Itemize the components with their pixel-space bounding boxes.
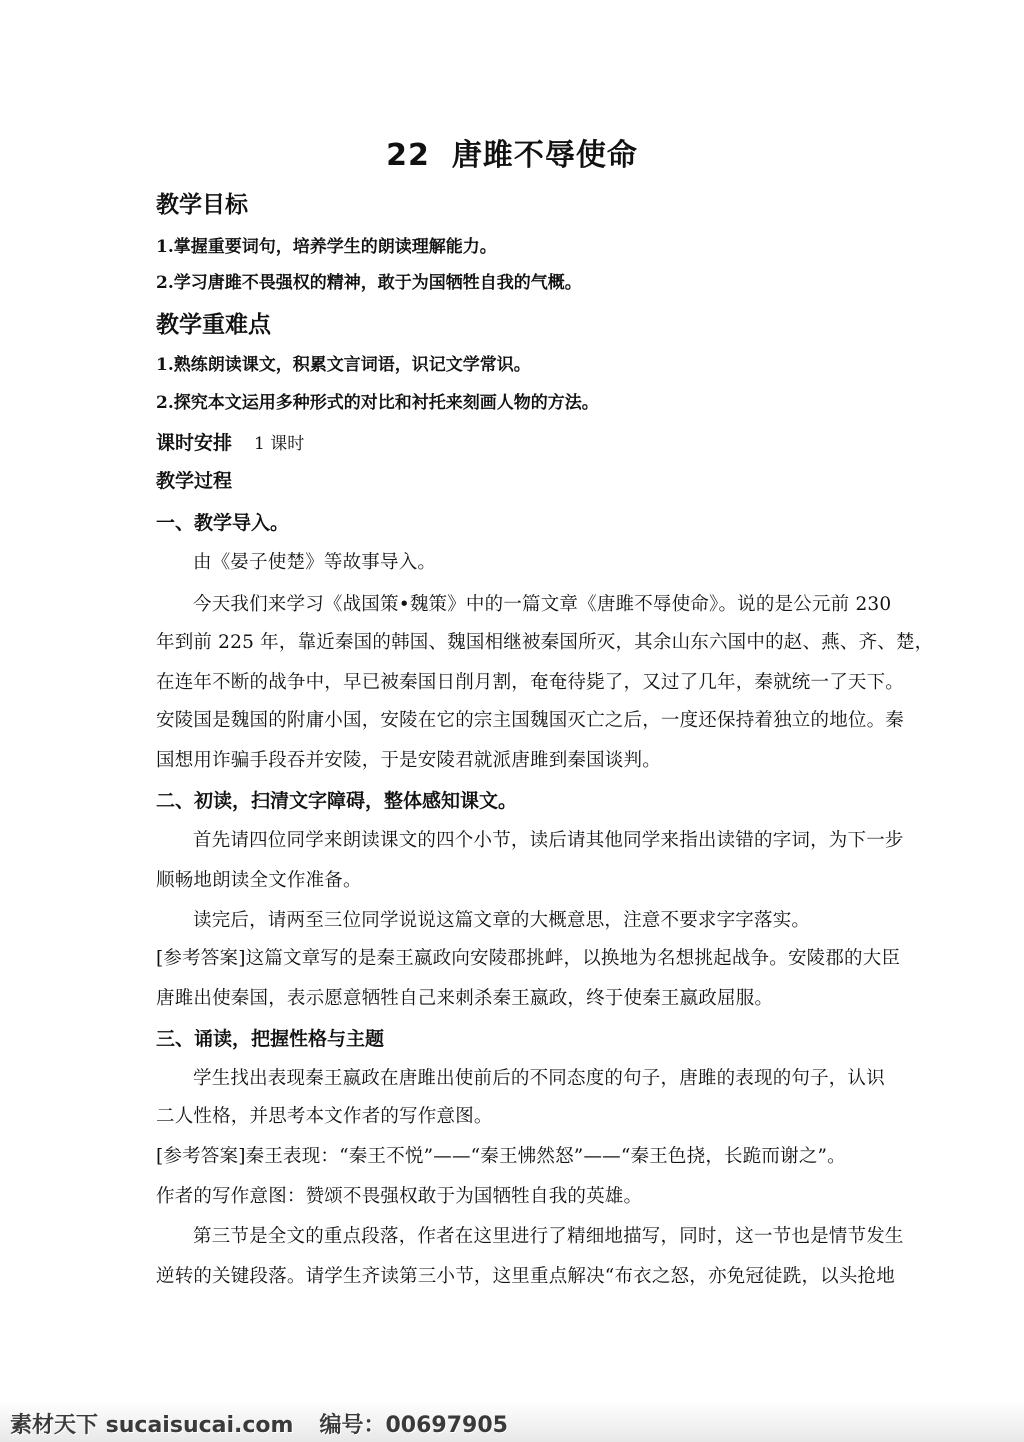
section-1-line: 由《晏子使楚》等故事导入。 — [193, 552, 437, 573]
section-1-line: 在连年不断的战争中，早已被秦国日削月割，奄奄待毙了，又过了几年，秦就统一了天下。 — [156, 672, 905, 693]
key-item-1: 1.熟练朗读课文，积累文言词语，识记文学常识。 — [156, 355, 531, 375]
title-number: 22 — [386, 138, 430, 173]
section-1-line: 国想用诈骗手段吞并安陵，于是安陵君就派唐雎到秦国谈判。 — [156, 750, 661, 771]
section-1-heading: 一、教学导入。 — [156, 512, 290, 534]
watermark-code-label: 编号： — [319, 1413, 386, 1438]
section-1-line: 今天我们来学习《战国策•魏策》中的一篇文章《唐雎不辱使命》。说的是公元前 230 — [193, 594, 892, 615]
section-2-line: 首先请四位同学来朗读课文的四个小节，读后请其他同学来指出读错的字词，为下一步 — [193, 830, 904, 851]
section-3-line: 学生找出表现秦王嬴政在唐雎出使前后的不同态度的句子，唐雎的表现的句子，认识 — [193, 1068, 885, 1089]
key-item-2: 2.探究本文运用多种形式的对比和衬托来刻画人物的方法。 — [156, 393, 599, 413]
section-1-line: 年到前 225 年，靠近秦国的韩国、魏国相继被秦国所灭，其余山东六国中的赵、燕、齐、楚， — [156, 632, 934, 653]
key-points-heading: 教学重难点 — [156, 312, 271, 338]
section-3-line: 二人性格，并思考本文作者的写作意图。 — [156, 1106, 493, 1127]
section-3-line: 作者的写作意图：赞颂不畏强权敢于为国牺牲自我的英雄。 — [156, 1186, 643, 1207]
goal-item-2: 2.学习唐雎不畏强权的精神，敢于为国牺牲自我的气概。 — [156, 273, 582, 293]
section-1-line: 安陵国是魏国的附庸小国，安陵在它的宗主国魏国灭亡之后，一度还保持着独立的地位。秦 — [156, 710, 905, 731]
watermark-bar — [0, 1400, 1024, 1442]
watermark-text — [10, 1408, 508, 1439]
section-3-line: [参考答案]秦王表现：“秦王不悦”——“秦王怫然怒”——“秦王色挠，长跪而谢之”。 — [156, 1146, 846, 1167]
page-title — [0, 130, 1024, 174]
section-2-line: [参考答案]这篇文章写的是秦王嬴政向安陵郡挑衅，以换地为名想挑起战争。安陵郡的大臣 — [156, 948, 901, 969]
section-2-line: 读完后，请两至三位同学说说这篇文章的大概意思，注意不要求字字落实。 — [193, 910, 811, 931]
lesson-schedule — [156, 428, 304, 455]
goal-item-1: 1.掌握重要词句，培养学生的朗读理解能力。 — [156, 237, 497, 257]
lesson-schedule-value: 1 课时 — [254, 434, 305, 454]
title-text: 唐雎不辱使命 — [451, 138, 638, 173]
section-2-line: 顺畅地朗读全文作准备。 — [156, 870, 362, 891]
section-3-line: 逆转的关键段落。请学生齐读第三小节，这里重点解决“布衣之怒，亦免冠徒跣，以头抢地 — [156, 1266, 895, 1287]
section-2-line: 唐雎出使秦国，表示愿意牺牲自己来刺杀秦王嬴政，终于使秦王嬴政屈服。 — [156, 988, 774, 1009]
section-3-line: 第三节是全文的重点段落，作者在这里进行了精细地描写，同时，这一节也是情节发生 — [193, 1226, 904, 1247]
process-heading: 教学过程 — [156, 470, 233, 492]
watermark-site: 素材天下 sucaisucai.com — [10, 1413, 294, 1438]
goals-heading: 教学目标 — [156, 192, 248, 218]
lesson-schedule-label: 课时安排 — [156, 432, 233, 454]
watermark-code: 00697905 — [385, 1413, 508, 1438]
section-3-heading: 三、诵读，把握性格与主题 — [156, 1028, 385, 1050]
section-2-heading: 二、初读，扫清文字障碍，整体感知课文。 — [156, 790, 518, 812]
